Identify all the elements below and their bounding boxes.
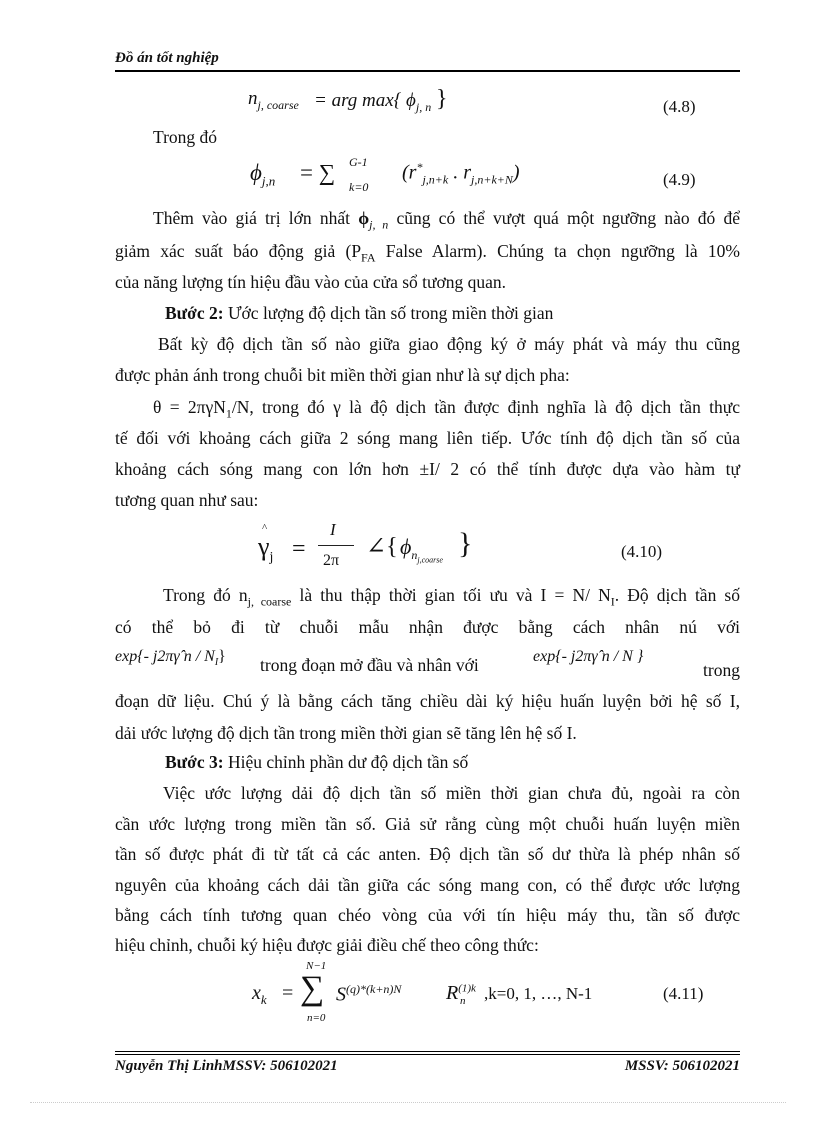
para4-line6: hiệu chỉnh, chuỗi ký hiệu được giải điều chế theo công thức: <box>115 935 539 955</box>
para2-line3: θ = 2πγN$_1$/N, trong đó γ là độ dịch tần được định nghĩa là độ dịch tần thực <box>153 397 740 421</box>
step2-heading: Bước 2: Ước lượng độ dịch tần số trong miền thời gian <box>165 303 554 323</box>
eq410-num: I <box>330 520 336 539</box>
footer-author: Nguyễn Thị LinhMSSV: 506102021 <box>115 1058 338 1074</box>
eq410-equals: = <box>292 536 306 562</box>
footer-rule-double <box>115 1054 740 1055</box>
para4-line3: tần số được phát đi từ tất cả các anten. Độ dịch tần số dư thừa là phép nhân số <box>115 844 740 864</box>
eq411-s: $S^{(q)*(k+n)N}$ <box>336 982 402 1006</box>
eq410-phi: $\phi_{n_{j,coarse}}$ <box>400 534 443 565</box>
eq49-lhs: $\phi_{j,n}$ <box>250 160 276 189</box>
eq410-den: 2π <box>323 552 340 569</box>
para3-exp2: exp{- j2πγ̂ n / N } <box>533 648 644 665</box>
eq411-eq: = <box>282 982 294 1004</box>
eq49-sum-bot: k=0 <box>349 180 369 194</box>
footer-rule <box>115 1051 740 1052</box>
header-title: Đồ án tốt nghiệp <box>115 50 219 66</box>
para3-exp1: exp{- j2πγ̂ n / $N_I$} <box>115 648 226 669</box>
eq410-fraction-bar <box>318 545 354 546</box>
page-header <box>115 48 740 72</box>
para4-line5: bằng cách tính tương quan chéo vòng của với tín hiệu máy thu, tần số được <box>115 905 740 925</box>
para3-mid: trong đoạn mở đầu và nhân với <box>260 655 479 675</box>
para3-line2: có thể bỏ đi từ chuỗi mẫu nhận được bằng cách nhân nú với <box>115 617 740 637</box>
para4-line1: Việc ước lượng dải độ dịch tần số miền thời gian chưa đủ, ngoài ra còn <box>163 783 740 803</box>
para4-line2: cần ước lượng trong miền tần số. Giả sử rằng cùng một chuỗi huấn luyện miền <box>115 814 740 834</box>
para2-line6: tương quan như sau: <box>115 490 259 510</box>
page-bottom-dotted-line <box>30 1102 786 1103</box>
eq49-term: ($r^*_{j,n+k}$ . $r_{j,n+k+N}$) <box>402 160 520 187</box>
eq410-lhs: $\gamma_j$ <box>258 532 274 566</box>
para2-line5: khoảng cách sóng mang con lớn hơn ±I/ 2 có thể tính được dựa vào hàm tự <box>115 459 740 479</box>
eq411-sum: ∑ <box>300 970 325 1007</box>
para4-line4: nguyên của khoảng cách dải tần giữa các sóng mang con, có thể được ước lượng <box>115 875 740 895</box>
eq49-number: (4.9) <box>663 170 696 189</box>
eq48-rhs: = arg max{ $\phi_{j, n}$ } <box>314 86 448 114</box>
eq48-number: (4.8) <box>663 97 696 116</box>
eq48-lhs: $n_{j, coarse}$ <box>248 88 299 112</box>
para2-line1: Bất kỳ độ dịch tần số nào giữa giao động ký ở máy phát và máy thu cũng <box>158 334 740 354</box>
eq411-sum-bot: n=0 <box>307 1012 326 1024</box>
trong-do-label: Trong đó <box>153 127 218 147</box>
eq49-sum-top: G-1 <box>349 155 368 169</box>
para3-line4: đoạn dữ liệu. Chú ý là bằng cách tăng chiều dài ký hiệu huấn luyện bởi hệ số I, <box>115 691 740 711</box>
eq411-range: ,k=0, 1, …, N-1 <box>484 984 593 1003</box>
para3-end: trong <box>703 660 740 680</box>
para2-line4: tế đối với khoảng cách giữa 2 sóng mang liên tiếp. Ước tính độ dịch tần số của <box>115 428 740 448</box>
footer-student-id: MSSV: 506102021 <box>624 1058 740 1074</box>
eq411-lhs: $x_k$ <box>252 982 267 1007</box>
eq410-angle: ∠{ <box>366 534 398 560</box>
para2-line2: được phản ánh trong chuỗi bit miền thời gian như là sự dịch pha: <box>115 365 570 385</box>
para1-line2: giảm xác suất báo động giả ($P_{FA}$ False Alarm). Chúng ta chọn ngưỡng là 10% <box>115 241 740 265</box>
eq410-number: (4.10) <box>621 542 663 561</box>
eq49-sum: = ∑ <box>300 160 336 185</box>
eq411-r: $R^{(1)k}_n$ <box>446 982 476 1007</box>
eq411-sum-top: N−1 <box>306 960 327 972</box>
eq411-number: (4.11) <box>663 984 704 1003</box>
para3-line1: Trong đó $n_{j, coarse}$ là thu thập thời gian tối ưu và I = N/ $N_I$. Độ dịch tần số <box>163 585 740 609</box>
para3-line3 <box>115 648 740 678</box>
step3-heading: Bước 3: Hiệu chỉnh phần dư độ dịch tần số <box>165 752 469 772</box>
para3-line5: dải ước lượng độ dịch tần trong miền thời gian sẽ tăng lên hệ số I. <box>115 723 577 743</box>
para1-line3: của năng lượng tín hiệu đầu vào của cửa sổ tương quan. <box>115 272 507 292</box>
eq410-close: } <box>458 527 473 560</box>
para1-line1: Thêm vào giá trị lớn nhất $\phi_{j, n}$ cũng có thể vượt quá một ngưỡng nào đó để <box>153 208 740 232</box>
eq410-hat: ^ <box>262 522 268 534</box>
